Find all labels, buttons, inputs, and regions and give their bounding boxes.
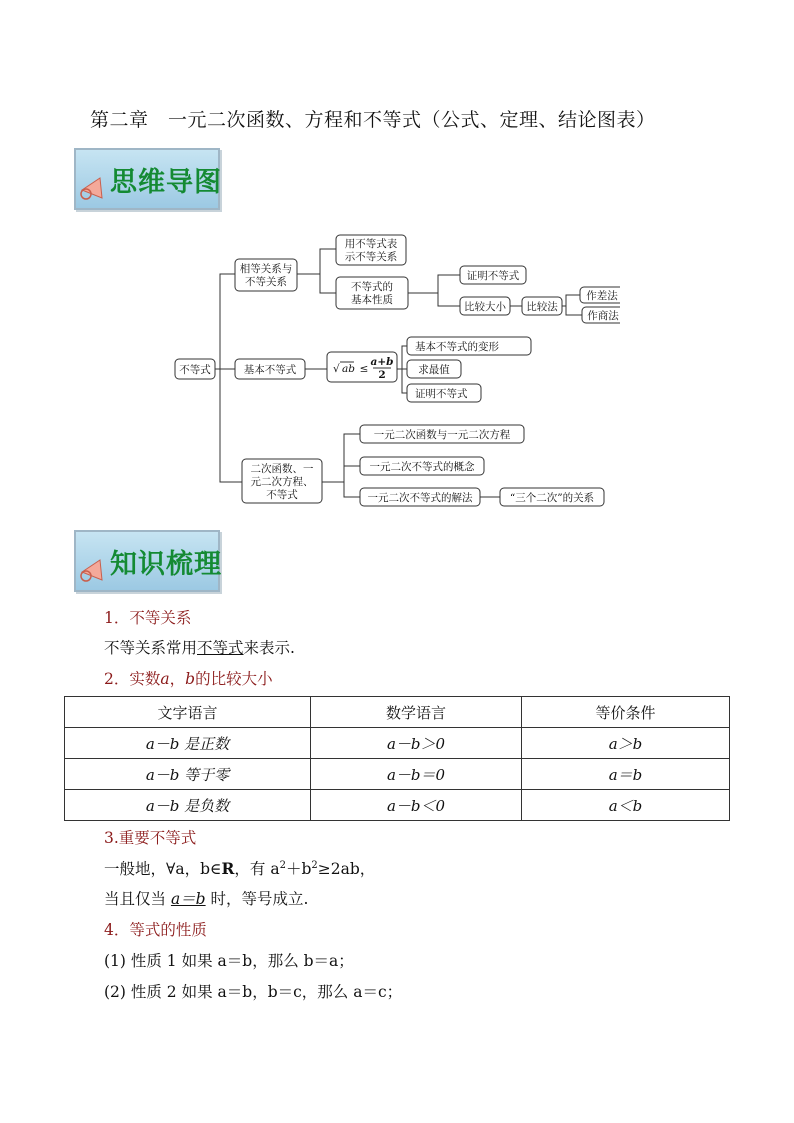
property-1: (1) 性质 1 如果 a＝b，那么 b＝a； — [104, 952, 354, 970]
megaphone-icon — [78, 554, 112, 584]
mindmap-banner — [74, 148, 220, 210]
table-cell: a＝b — [522, 759, 730, 790]
svg-text:求最值: 求最值 — [418, 364, 450, 376]
mindmap-quadratic-function-equation — [360, 425, 524, 443]
svg-text:不等式: 不等式 — [266, 489, 298, 501]
svg-text:≤: ≤ — [359, 363, 369, 375]
svg-text:基本性质: 基本性质 — [351, 294, 393, 306]
svg-text:用不等式表: 用不等式表 — [344, 238, 398, 250]
table-cell: a－b＞0 — [311, 728, 522, 759]
svg-text:作商法: 作商法 — [587, 310, 619, 322]
svg-text:不等式的: 不等式的 — [351, 281, 393, 293]
svg-text:a+b: a+b — [370, 356, 394, 368]
section-1-text: 不等关系常用不等式来表示. — [104, 639, 295, 657]
svg-text:证明不等式: 证明不等式 — [415, 388, 468, 400]
mindmap-root — [175, 359, 215, 379]
underlined-term: 不等式 — [197, 639, 244, 657]
table-cell: a－b＜0 — [311, 790, 522, 821]
svg-text:不等关系: 不等关系 — [245, 276, 287, 288]
mindmap-prove-inequality-1 — [460, 266, 526, 284]
mindmap-branch-quadratic — [242, 459, 322, 503]
mindmap-extreme-value — [407, 360, 461, 378]
svg-text:一元二次不等式的概念: 一元二次不等式的概念 — [369, 461, 475, 473]
knowledge-banner-text: 知识梳理 — [110, 549, 222, 580]
table-header: 数学语言 — [311, 697, 522, 728]
section-1-heading: 1．不等关系 — [104, 609, 192, 627]
mindmap-basic-properties — [336, 277, 408, 309]
table-row — [65, 790, 730, 821]
mindmap-quadratic-inequality-concept — [360, 457, 484, 475]
svg-text:二次函数、一: 二次函数、一 — [250, 463, 314, 475]
section-2-heading: 2．实数a，b的比较大小 — [104, 670, 273, 688]
section-3-line-1: 一般地，∀a，b∈R，有 $a^2+b^2\ge 2ab$， — [104, 859, 376, 878]
table-cell: a＜b — [522, 790, 730, 821]
svg-text:示不等关系: 示不等关系 — [344, 251, 398, 263]
table-header: 文字语言 — [65, 697, 311, 728]
mindmap-difference-method — [580, 287, 620, 303]
megaphone-icon — [78, 172, 112, 202]
svg-text:比较法: 比较法 — [526, 301, 558, 313]
table-cell: a－b 是负数 — [65, 790, 311, 821]
table-cell: a－b＝0 — [311, 759, 522, 790]
svg-text:√: √ — [333, 363, 340, 375]
section-3-line-2: 当且仅当 a＝b 时，等号成立. — [104, 890, 309, 908]
table-cell: a－b 是正数 — [65, 728, 311, 759]
section-4-heading: 4．等式的性质 — [104, 921, 207, 939]
svg-text:“三个二次”的关系: “三个二次”的关系 — [509, 492, 595, 504]
svg-text:作差法: 作差法 — [586, 290, 618, 302]
svg-text:一元二次不等式的解法: 一元二次不等式的解法 — [367, 492, 473, 504]
mindmap-inequality-variant — [407, 337, 531, 355]
svg-text:相等关系与: 相等关系与 — [239, 263, 293, 275]
svg-text:ab: ab — [342, 363, 355, 375]
mindmap-compare-method — [522, 297, 562, 315]
svg-text:比较大小: 比较大小 — [464, 301, 506, 313]
table-cell: a－b 等于零 — [65, 759, 311, 790]
svg-text:不等式: 不等式 — [179, 364, 211, 376]
knowledge-banner — [74, 530, 220, 592]
page-title: 第二章 一元二次函数、方程和不等式（公式、定理、结论图表） — [90, 109, 656, 131]
mindmap-prove-inequality-2 — [407, 384, 481, 402]
table-row — [65, 759, 730, 790]
comparison-table — [64, 696, 730, 821]
mindmap-formula — [327, 352, 397, 382]
mindmap-branch-equality — [235, 259, 297, 291]
svg-text:基本不等式: 基本不等式 — [243, 364, 297, 376]
svg-text:证明不等式: 证明不等式 — [466, 270, 520, 282]
mind-map — [170, 228, 620, 513]
svg-text:元二次方程、: 元二次方程、 — [250, 476, 314, 488]
mindmap-represent-inequality — [336, 235, 406, 265]
section-3-heading: 3.重要不等式 — [104, 829, 197, 847]
table-row — [65, 728, 730, 759]
svg-text:一元二次函数与一元二次方程: 一元二次函数与一元二次方程 — [373, 429, 511, 441]
property-2: (2) 性质 2 如果 a＝b，b＝c，那么 a＝c； — [104, 983, 403, 1001]
mindmap-quotient-method — [582, 307, 620, 323]
table-cell: a＞b — [522, 728, 730, 759]
mindmap-quadratic-inequality-solution — [360, 488, 480, 506]
table-header: 等价条件 — [522, 697, 730, 728]
mindmap-branch-basic-inequality — [235, 359, 305, 379]
mindmap-banner-text: 思维导图 — [110, 167, 222, 198]
svg-text:2: 2 — [378, 369, 386, 381]
mindmap-three-quadratics — [500, 488, 604, 506]
mindmap-compare-size — [460, 297, 510, 315]
svg-text:基本不等式的变形: 基本不等式的变形 — [415, 341, 499, 353]
table-header-row — [65, 697, 730, 728]
